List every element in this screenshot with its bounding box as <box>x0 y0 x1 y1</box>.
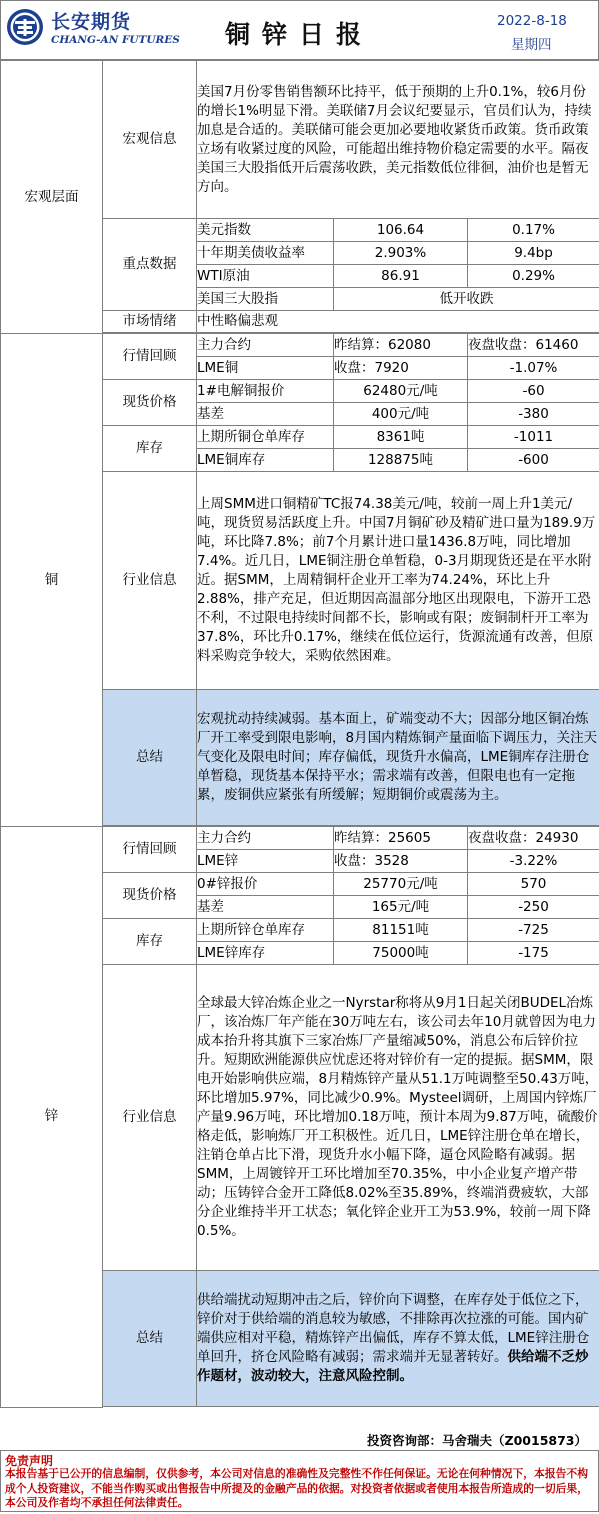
zinc-main-contract: 主力合约 <box>197 827 334 850</box>
table-row <box>1 61 599 219</box>
copper-spot-name: 1#电解铜报价 <box>197 380 334 403</box>
zinc-summary-label: 总结 <box>103 1271 197 1407</box>
zinc-spot-label: 现货价格 <box>103 873 197 919</box>
zinc-lme-change: -3.22% <box>468 850 599 873</box>
zinc-settle: 昨结算：25605 <box>334 827 468 850</box>
zinc-shfe-stock-name: 上期所锌仓单库存 <box>197 919 334 942</box>
copper-basis-name: 基差 <box>197 403 334 426</box>
copper-shfe-stock-name: 上期所铜仓单库存 <box>197 426 334 449</box>
copper-basis-change: -380 <box>468 403 599 426</box>
key-data-change: 9.4bp <box>468 242 599 265</box>
report-weekday: 星期四 <box>511 37 552 53</box>
brand-name-cn: 长安期货 <box>51 11 132 33</box>
copper-summary-text: 宏观扰动持续减弱。基本面上，矿端变动不大；因部分地区铜冶炼厂开工率受到限电影响，8月国内精炼铜产量面临下调压力，关注天气变化及限电时间；库存偏低，现货升水偏高，LME铜库存注册仓单暂稳，现货基本保持平水；需求端有改善，但限电也有一定拖累，废铜供应紧张有所缓解；短期铜价或震荡为主。 <box>197 690 599 826</box>
copper-night-close: 夜盘收盘：61460 <box>468 334 599 357</box>
macro-info-text: 美国7月份零售销售额环比持平，低于预期的上升0.1%，较6月份的增长1%明显下滑。美联储7月会议纪要显示，官员们认为，持续加息是合适的。美联储可能会更加必要地收紧货币政策。货币政策立场有收紧过度的风险，可能超出维持物价稳定需要的水平。隔夜美国三大股指低开后震荡收跌，美元指数低位徘徊，油价也是暂无方向。 <box>197 61 599 219</box>
zinc-night-close: 夜盘收盘：24930 <box>468 827 599 850</box>
zinc-industry-text: 全球最大锌冶炼企业之一Nyrstar称将从9月1日起关闭BUDEL冶炼厂，该冶炼厂年产能在30万吨左右，该公司去年10月就曾因为电力成本抬升将其旗下三家冶炼厂产量缩减50%，消息公布后锌价拉升。短期欧洲能源供应忧虑还将对锌价有一定的提振。据SMM，限电开始影响供应端，8月精炼锌产量从51.1万吨调整至50.43万吨，环比增加5.97%，同比减少0.9%。Mysteel调研，上周国内锌炼厂产量9.96万吨，环比增加0.18万吨，预计本周为9.87万吨，硫酸价格走低，影响炼厂开工积极性。近几日，LME锌注册仓单在增长，注销仓单占比下滑，现货升水小幅下降，逼仓风险略有减弱。据SMM，上周镀锌开工环比增加至70.35%，中小企业复产增产带动；压铸锌合金开工降低8.02%至35.89%，终端消费疲软，大部分企业维持半开工状态；氧化锌企业开工为53.9%，较前一周下降0.5%。 <box>197 965 599 1271</box>
copper-spot-label: 现货价格 <box>103 380 197 426</box>
key-data-value: 86.91 <box>334 265 468 288</box>
key-data-change: 0.29% <box>468 265 599 288</box>
zinc-lme-stock-change: -175 <box>468 942 599 965</box>
zinc-shfe-stock: 81151吨 <box>334 919 468 942</box>
sentiment-label: 市场情绪 <box>103 311 197 333</box>
section-zinc: 锌 <box>1 827 103 1408</box>
key-data-change: 0.17% <box>468 219 599 242</box>
zinc-stock-label: 库存 <box>103 919 197 965</box>
copper-lme-change: -1.07% <box>468 357 599 380</box>
table-row <box>1 334 599 357</box>
zinc-spot-change: 570 <box>468 873 599 896</box>
zinc-shfe-stock-change: -725 <box>468 919 599 942</box>
report-title: 铜锌日报 <box>225 20 374 49</box>
zinc-basis-value: 165元/吨 <box>334 896 468 919</box>
copper-main-contract: 主力合约 <box>197 334 334 357</box>
chang-an-logo-icon <box>6 8 44 46</box>
sentiment-value: 中性略偏悲观 <box>197 311 599 333</box>
zinc-lme-stock: 75000吨 <box>334 942 468 965</box>
zinc-spot-name: 0#锌报价 <box>197 873 334 896</box>
key-data-value: 106.64 <box>334 219 468 242</box>
zinc-summary-text: 供给端扰动短期冲击之后，锌价向下调整，在库存处于低位之下，锌价对于供给端的消息较为敏感，不排除再次拉涨的可能。国内矿端供应相对平稳，精炼锌产出偏低，库存不算太低，LME锌注册仓单回升，挤仓风险略有减弱；需求端并无显著转好。 <box>197 1292 590 1365</box>
copper-shfe-stock: 8361吨 <box>334 426 468 449</box>
zinc-basis-name: 基差 <box>197 896 334 919</box>
copper-lme-close: 收盘：7920 <box>334 357 468 380</box>
disclaimer-title: 免责声明 <box>5 1454 54 1468</box>
section-copper: 铜 <box>1 334 103 827</box>
copper-stock-label: 库存 <box>103 426 197 472</box>
zinc-spot-price: 25770元/吨 <box>334 873 468 896</box>
copper-basis-value: 400元/吨 <box>334 403 468 426</box>
zinc-basis-change: -250 <box>468 896 599 919</box>
zinc-summary-cell <box>197 1271 599 1407</box>
zinc-industry-label: 行业信息 <box>103 965 197 1271</box>
macro-info-label: 宏观信息 <box>103 61 197 219</box>
copper-review-label: 行情回顾 <box>103 334 197 380</box>
copper-settle: 昨结算：62080 <box>334 334 468 357</box>
zinc-lme-stock-name: LME锌库存 <box>197 942 334 965</box>
copper-lme-stock-name: LME铜库存 <box>197 449 334 472</box>
key-data-name: WTI原油 <box>197 265 334 288</box>
brand-name-en: CHANG-AN FUTURES <box>51 34 180 46</box>
copper-spot-change: -60 <box>468 380 599 403</box>
report-table <box>0 60 599 1408</box>
copper-summary-label: 总结 <box>103 690 197 826</box>
table-row <box>1 827 599 850</box>
copper-spot-price: 62480元/吨 <box>334 380 468 403</box>
key-data-value: 2.903% <box>334 242 468 265</box>
copper-lme-stock-change: -600 <box>468 449 599 472</box>
zinc-summary-highlight: 供给端不乏炒作题材，波动较大，注意风险控制。 <box>197 1349 589 1384</box>
key-data-name: 美元指数 <box>197 219 334 242</box>
zinc-review-label: 行情回顾 <box>103 827 197 873</box>
disclaimer-text: 本报告基于已公开的信息编制，仅供参考，本公司对信息的准确性及完整性不作任何保证。无论在何种情况下，本报告不构成个人投资建议，不能当作购买或出售报告中所提及的金融产品的依据。对投资者依据或者使用本报告所造成的一切后果，本公司及作者均不承担任何法律责任。 <box>5 1467 589 1509</box>
zinc-lme-name: LME锌 <box>197 850 334 873</box>
copper-industry-text: 上周SMM进口铜精矿TC报74.38美元/吨，较前一周上升1美元/吨，现货贸易活跃度上升。中国7月铜矿砂及精矿进口量为189.9万吨，环比降7.8%；前7个月累计进口量1436.8万吨，同比增加7.4%。近几日，LME铜注册仓单暂稳，0-3月期现货还是在平水附近。据SMM，上周精铜杆企业开工率为74.24%，环比上升2.88%，排产充足，但近期因高温部分地区出现限电，下游开工恐不利，不过限电持续时间都不长，影响或有限；废铜制杆开工率为37.8%，环比升0.17%，继续在低位运行，货源流通有改善，但原料采购竞争较大，采购依然困难。 <box>197 472 599 690</box>
copper-shfe-stock-change: -1011 <box>468 426 599 449</box>
key-data-label: 重点数据 <box>103 219 197 311</box>
analyst-credit: 投资咨询部：马舍瑞夫（Z0015873） <box>367 1433 587 1448</box>
report-header <box>0 0 599 60</box>
key-data-value: 低开收跌 <box>334 288 599 311</box>
copper-lme-stock: 128875吨 <box>334 449 468 472</box>
report-date: 2022-8-18 <box>497 13 567 29</box>
key-data-name: 十年期美债收益率 <box>197 242 334 265</box>
zinc-lme-close: 收盘：3528 <box>334 850 468 873</box>
copper-industry-label: 行业信息 <box>103 472 197 690</box>
copper-lme-name: LME铜 <box>197 357 334 380</box>
section-macro: 宏观层面 <box>1 61 103 334</box>
key-data-name: 美国三大股指 <box>197 288 334 311</box>
disclaimer-box <box>0 1450 599 1512</box>
